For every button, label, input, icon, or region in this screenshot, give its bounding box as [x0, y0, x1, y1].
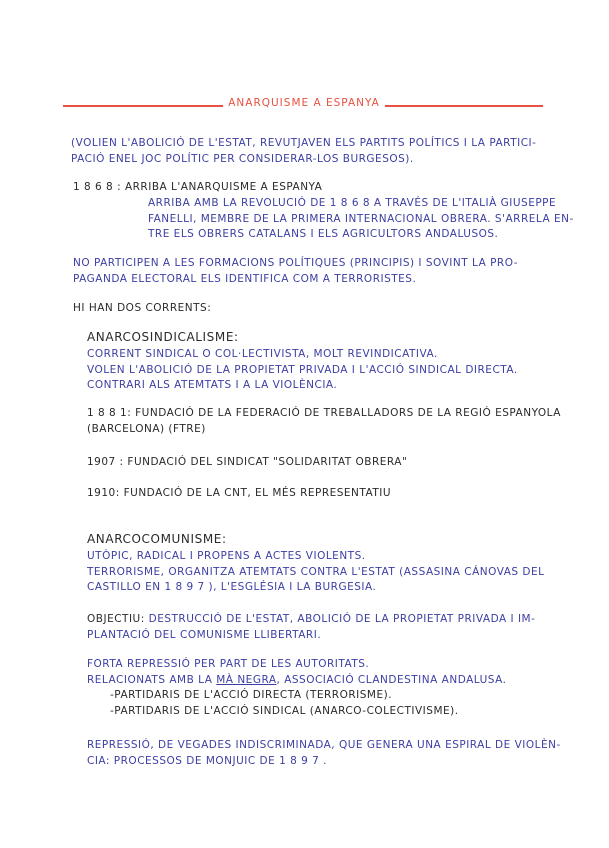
event-line: 1 8 8 1: FUNDACIÓ DE LA FEDERACIÓ DE TREBALLADORS DE LA REGIÓ ESPANYOLA [87, 407, 561, 419]
description-line: CONTRARI ALS ATEMTATS I A LA VIOLÈNCIA. [87, 379, 338, 391]
list-item: -PARTIDARIS DE L'ACCIÓ SINDICAL (ANARCO-COLECTIVISME). [110, 704, 459, 717]
description-line: UTÒPIC, RADICAL I PROPENS A ACTES VIOLENTS. [87, 550, 366, 562]
currents-intro: HI HAN DOS CORRENTS: [73, 302, 212, 314]
repression-paragraph [87, 657, 506, 688]
event-1907: 1907 : FUNDACIÓ DEL SINDICAT "SOLIDARITAT OBRERA" [87, 456, 408, 468]
list-item: -PARTIDARIS DE L'ACCIÓ DIRECTA (TERRORISME). [110, 689, 393, 701]
event-1910: 1910: FUNDACIÓ DE LA CNT, EL MÉS REPRESENTATIU [87, 487, 392, 499]
objective-text: DESTRUCCIÓ DE L'ESTAT, ABOLICIÓ DE LA PROPIETAT PRIVADA I IM- [148, 613, 536, 625]
arrival-paragraph [148, 196, 574, 243]
description-line: CORRENT SINDICAL O COL·LECTIVISTA, MOLT REVINDICATIVA. [87, 348, 438, 360]
politics-line: PAGANDA ELECTORAL ELS IDENTIFICA COM A TERRORISTES. [73, 272, 417, 285]
politics-line: NO PARTICIPEN A LES FORMACIONS POLÍTIQUES (PRINCIPIS) I SOVINT LA PRO- [73, 257, 519, 269]
ma-negra-underlined: MÀ NEGRA [216, 673, 277, 686]
relation-post: , ASSOCIACIÓ CLANDESTINA ANDALUSA. [276, 673, 507, 686]
intro-line: (VOLIEN L'ABOLICIÓ DE L'ESTAT, REVUTJAVEN ELS PARTITS POLÍTICS I LA PARTICI- [71, 137, 537, 149]
arrival-line: TRE ELS OBRERS CATALANS I ELS AGRICULTORS ANDALUSOS. [148, 228, 499, 240]
objective-label: OBJECTIU: [87, 613, 149, 625]
final-paragraph [87, 738, 561, 769]
event-1881 [87, 406, 561, 437]
event-line: (BARCELONA) (FTRE) [87, 422, 206, 435]
anarcosindicalisme-description [87, 347, 518, 394]
objective-line [87, 612, 535, 628]
page-title: ANARQUISME A ESPANYA [228, 97, 380, 109]
intro-paragraph [71, 136, 536, 167]
final-line: REPRESSIÓ, DE VEGADES INDISCRIMINADA, QUE GENERA UNA ESPIRAL DE VIOLÈN- [87, 739, 561, 751]
description-line: CASTILLO EN 1 8 9 7 ), L'ESGLÉSIA I LA BURGESIA. [87, 581, 377, 593]
header-rule-left [63, 105, 223, 107]
repression-line: FORTA REPRESSIÓ PER PART DE LES AUTORITATS. [87, 658, 370, 670]
anarcocomunisme-heading: ANARCOCOMUNISME: [87, 532, 227, 546]
header-rule-right [385, 105, 543, 107]
relation-pre: RELACIONATS AMB LA [87, 673, 217, 686]
objective-paragraph [87, 612, 535, 643]
politics-paragraph [73, 256, 518, 287]
arrival-heading: 1 8 6 8 : ARRIBA L'ANARQUISME A ESPANYA [73, 181, 323, 193]
intro-line: PACIÓ ENEL JOC POLÍTIC PER CONSIDERAR-LOS BURGESOS). [71, 152, 414, 165]
subpoints-list [110, 688, 459, 719]
objective-line: PLANTACIÓ DEL COMUNISME LLIBERTARI. [87, 628, 322, 641]
anarcosindicalisme-heading: ANARCOSINDICALISME: [87, 330, 239, 344]
description-line: VOLEN L'ABOLICIÓ DE LA PROPIETAT PRIVADA I L'ACCIÓ SINDICAL DIRECTA. [87, 363, 518, 376]
description-line: TERRORISME, ORGANITZA ATEMTATS CONTRA L'ESTAT (ASSASINA CÁNOVAS DEL [87, 565, 545, 578]
final-line: CIA: PROCESSOS DE MONJUIC DE 1 8 9 7 . [87, 754, 328, 767]
relation-line [87, 673, 506, 689]
arrival-line: ARRIBA AMB LA REVOLUCIÓ DE 1 8 6 8 A TRAVÉS DE L'ITALIÀ GIUSEPPE [148, 197, 557, 209]
anarcocomunisme-description [87, 549, 545, 596]
arrival-line: FANELLI, MEMBRE DE LA PRIMERA INTERNACIONAL OBRERA. S'ARRELA EN- [148, 212, 574, 225]
